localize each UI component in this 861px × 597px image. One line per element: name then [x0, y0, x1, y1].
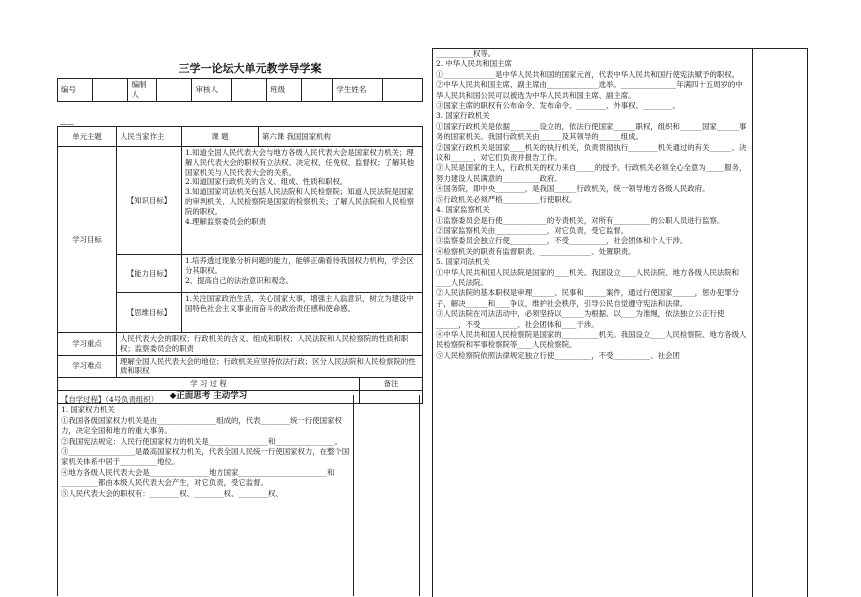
- thinking-goal-label: 【思维目标】: [117, 293, 182, 333]
- right-line-20: ④中华人民共和国人民检察院是国家的__________机关。我国设立____人民检察院、地方各级人民检察院和军事检察院等____人民检察院。: [436, 329, 747, 350]
- knowledge-goal-label: 【知识目标】: [117, 147, 182, 255]
- student-name-label: 学生姓名: [333, 79, 383, 102]
- thinking-goal-1: 1.关注国家政治生活，关心国家大事，增强主人翁意识，树立为建设中国特色社会主义事业而奋斗的政治责任感和使命感。: [185, 294, 414, 313]
- judicial-heading: 5. 国家司法机关: [436, 257, 490, 267]
- power-organ-heading: 1. 国家权力机关: [61, 405, 115, 415]
- lesson-table: [57, 126, 423, 404]
- right-page: [432, 48, 808, 597]
- left-item-1: ①我国各级国家权力机关是由________________组成的，代表________统一行使国家权力，决定全国和地方的重大事务。: [61, 415, 342, 436]
- unit-label: 单元主题: [58, 127, 117, 147]
- right-line-6: ①国家行政机关是依据________设立的，依法行使国家______职权，组织和______国家______事务的国家机关。我国行政机关由______及其领导的______组成。: [436, 121, 747, 142]
- lesson-label: 课 题: [182, 127, 259, 147]
- author-label: 编制人: [128, 79, 157, 102]
- knowledge-goal-text: [182, 147, 423, 255]
- dash-mark: ——: [60, 120, 74, 128]
- lesson-value: 第六课 我国国家机构: [259, 127, 423, 147]
- knowledge-goal-1: 1.知道全国人民代表大会与地方各级人民代表大会是国家权力机关；理解人民代表大会的职权有立法权、决定权、任免权、监督权；了解其他国家机关与人民代表大会的关系。: [185, 148, 415, 177]
- process-header: 学 习 过 程: [58, 378, 360, 391]
- ability-goal-1: 1.培养透过现象分析问题的能力，能够正确看待我国权力机构，学会区分其职权。: [185, 256, 414, 275]
- right-line-4: ③国家主席的职权有公布命令、发布命令、________、外事权、________。: [436, 101, 680, 111]
- difficulty-text: 理解全国人民代表大会的地位；行政机关应坚持依法行政；区分人民法院和人民检察院的性质和职权: [117, 355, 423, 378]
- number-field[interactable]: [93, 79, 128, 102]
- right-line-18: ②人民法院的基本职权是审理______、民事和______案件，通过行使国家______，惩办犯罪分子，解决______和____争议，维护社会秩序，引导公民自觉遵守宪法和法律。: [436, 288, 740, 308]
- left-item-2: ②我国宪法规定：人民行使国家权力的机关是________________和________________。: [61, 436, 342, 446]
- left-item-5: ⑤人民代表大会的职权有：________权、________权、________权、: [61, 488, 283, 498]
- key-points-text: 人民代表大会的职权；行政机关的含义、组成和职权；人民法院和人民检察院的性质和职权；监察委员会的职责: [117, 333, 423, 356]
- knowledge-goal-4: 4.理解监察委员会的职责: [185, 216, 266, 226]
- right-line-10: ⑤行政机关必须严格__________行使职权。: [436, 194, 577, 204]
- student-name-field[interactable]: [383, 79, 423, 102]
- reviewer-label: 审核人: [192, 79, 231, 102]
- admin-organ-heading: 3. 国家行政机关: [436, 111, 490, 121]
- president-heading: 2. 中华人民共和国主席: [436, 59, 512, 69]
- author-field[interactable]: [157, 79, 192, 102]
- self-study-heading: 【自学过程】（4号负责组织）: [61, 395, 159, 404]
- class-field[interactable]: [302, 79, 333, 102]
- knowledge-goal-2: 2.知道国家行政机关的含义、组成、性质和职权。: [185, 177, 348, 187]
- goals-label: 学习目标: [58, 147, 117, 333]
- supervision-heading: 4. 国家监察机关: [436, 205, 490, 215]
- right-line-13: ②国家监察机关由______________，对它负责，受它监督。: [436, 225, 629, 235]
- number-label: 编号: [58, 79, 93, 102]
- ability-goal-text: [182, 255, 423, 293]
- knowledge-goal-3: 3.知道国家司法机关包括人民法院和人民检察院；知道人民法院是国家的审判机关、人民检察院是国家的检察机关；了解人民法院和人民检察院的职权。: [185, 187, 415, 216]
- right-line-7: ②国家行政机关是国家____机关的执行机关，负责贯彻执行________机关通过的有关______、决议和______，对它们负责并报告工作。: [436, 142, 747, 163]
- remark-header: 备注: [360, 378, 423, 391]
- right-line-2: ①______________是中华人民共和国的国家元首，代表中华人民共和国行使宪法赋予的职权。: [436, 69, 740, 79]
- right-content-column: [433, 49, 753, 597]
- header-table: [57, 78, 423, 102]
- right-line-12: ①监察委员会是行使____________的专责机关，对所有__________的公职人员进行监察。: [436, 215, 725, 225]
- right-line-17: ①中华人民共和国人民法院是国家的____机关。我国设立____人民法院、地方各级人民法院和____人民法院。: [436, 267, 740, 287]
- right-line-9: ④国务院，即中央________，是我国______行政机关，统一领导地方各级人民政府。: [436, 184, 710, 194]
- section-heading: ◆正面思考 主动学习: [58, 391, 360, 404]
- left-process-column: [58, 395, 354, 596]
- right-line-3: ②中华人民共和国主席、副主席由______________选举。_______________年满四十五周岁的中华人民共和国公民可以被选为中华人民共和国主席、副主席。: [436, 80, 743, 100]
- left-item-4: ④地方各级人民代表大会是________________地方国家________________________和__________都由本级人民代表大会产生，对它负责，受它监督。: [61, 467, 335, 488]
- class-label: 班级: [267, 79, 302, 102]
- right-line-14: ③监察委员会独立行使__________，不受__________，社会团体和个人干涉。: [436, 236, 688, 246]
- thinking-goal-text: [182, 293, 423, 333]
- right-line-0: __________权等。: [436, 49, 496, 58]
- document-title: 三学一论坛大单元教学导学案: [178, 62, 322, 75]
- right-line-8: ③人民是国家的主人，行政机关的权力来自_____的授予。行政机关必须全心全意为_____服务，努力建设人民满意的__________政府。: [436, 163, 747, 183]
- left-item-3: ③__________________是最高国家权力机关，代表全国人民统一行使国家权力，在整个国家机关体系中居于__________地位。: [61, 447, 350, 467]
- ability-goal-2: 2、提高自己的法治意识和观念。: [185, 275, 294, 285]
- right-line-15: ④检察机关的职责有监督职责、______________、处置职责。: [436, 246, 636, 256]
- reviewer-field[interactable]: [231, 79, 266, 102]
- difficulty-label: 学习难点: [58, 355, 117, 378]
- right-line-19: ③人民法院在司法活动中，必须坚持以______为根据、以____为准绳，依法独立公正行使______，不受__________、社会团体和____干涉。: [436, 309, 725, 329]
- unit-value: 人民当家作主: [117, 127, 182, 147]
- ability-goal-label: 【能力目标】: [117, 255, 182, 293]
- key-points-label: 学习重点: [58, 333, 117, 356]
- left-process-body: [57, 395, 420, 596]
- right-line-21: ⑤人民检察院依照法律规定独立行使__________，不受__________、社会团: [436, 350, 680, 360]
